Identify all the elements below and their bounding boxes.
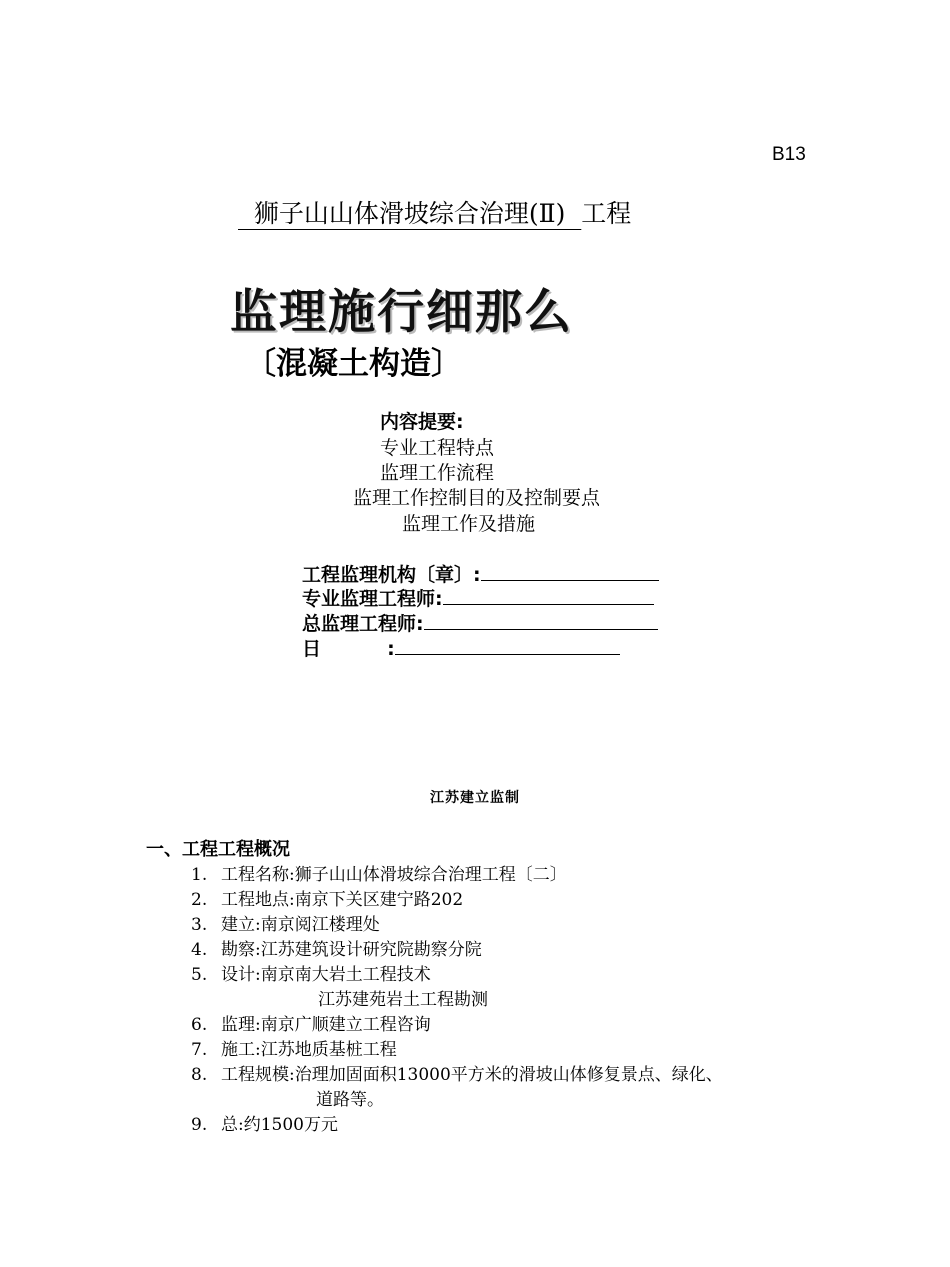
summary-heading: 内容提要: [380, 411, 464, 433]
list-item: 1. 工程名称:狮子山山体滑坡综合治理工程〔二〕 [191, 865, 567, 885]
summary-item: 专业工程特点 [380, 437, 495, 459]
subtitle: 〔混凝土构造〕 [245, 346, 462, 382]
summary-item: 监理工作及措施 [402, 513, 536, 535]
list-item: 7. 施工:江苏地质基桩工程 [191, 1040, 397, 1060]
signature-label: 工程监理机构〔章〕: [302, 564, 481, 586]
signature-line [395, 636, 620, 655]
list-item-continuation: 江苏建苑岩土工程勘测 [318, 990, 488, 1010]
signature-label: 专业监理工程师: [302, 588, 443, 610]
signature-label: 总监理工程师: [302, 613, 424, 635]
signature-line [481, 562, 659, 581]
signature-row-date [302, 634, 620, 661]
list-item: 9. 总:约1500万元 [191, 1115, 338, 1135]
list-item: 5. 设计:南京南大岩土工程技术 [191, 965, 431, 985]
list-item: 2. 工程地点:南京下关区建宁路202 [191, 890, 464, 910]
section-heading: 一、工程工程概况 [146, 839, 290, 860]
list-item: 3. 建立:南京阅江楼理处 [191, 915, 380, 935]
signature-row-agency [302, 560, 659, 587]
main-title: 监理施行细那么 [230, 285, 573, 340]
signature-label: 日 : [302, 638, 395, 660]
list-item: 4. 勘察:江苏建筑设计研究院勘察分院 [191, 940, 482, 960]
summary-item: 监理工作控制目的及控制要点 [353, 487, 601, 509]
project-name [238, 194, 631, 230]
signature-row-engineer [302, 584, 654, 611]
signature-line [424, 611, 658, 630]
project-name-underlined: 狮子山山体滑坡综合治理(Ⅱ) [238, 199, 582, 228]
list-item-continuation: 道路等。 [316, 1090, 384, 1110]
company-name: 江苏建立监制 [430, 790, 520, 806]
summary-item: 监理工作流程 [380, 462, 495, 484]
signature-line [443, 586, 654, 605]
list-item: 6. 监理:南京广顺建立工程咨询 [191, 1015, 431, 1035]
project-name-suffix: 工程 [581, 199, 632, 228]
list-item: 8. 工程规模:治理加固面积13000平方米的滑坡山体修复景点、绿化、 [191, 1065, 723, 1085]
signature-row-chief [302, 609, 658, 636]
document-code: B13 [772, 144, 806, 165]
